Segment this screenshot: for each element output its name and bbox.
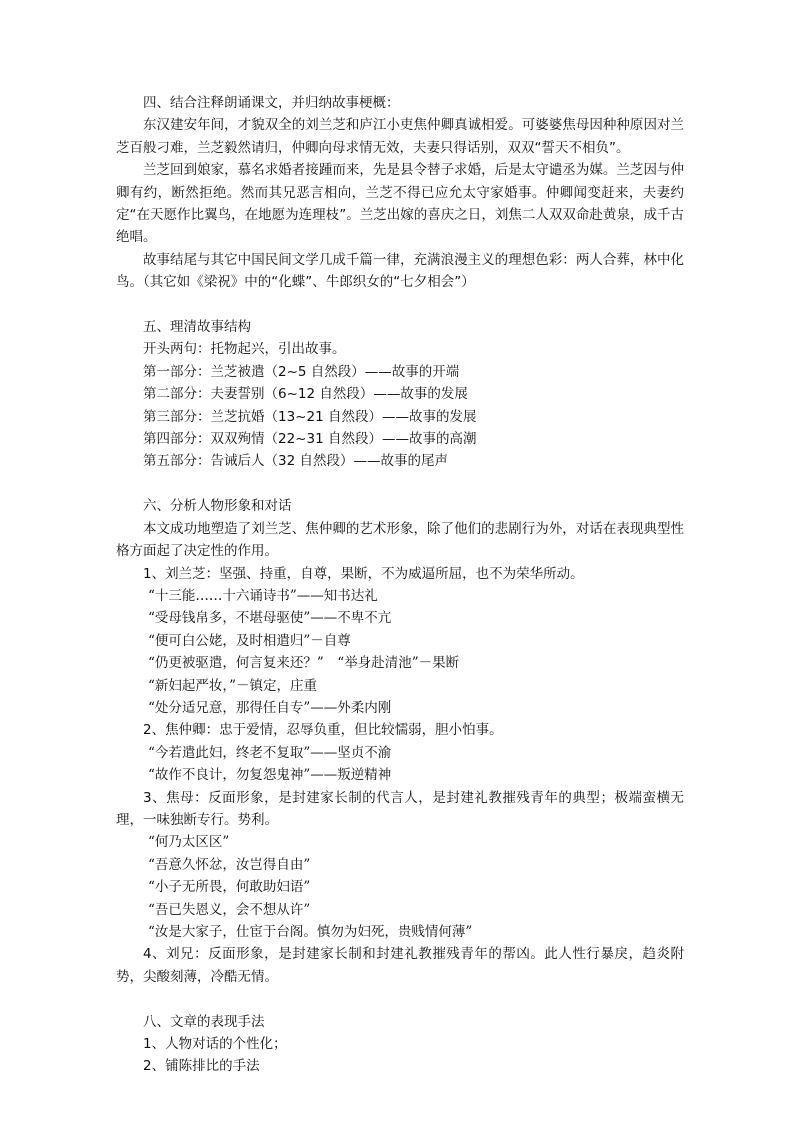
structure-item: 第一部分：兰芝被遣（2~5 自然段）——故事的开端 [143,363,460,380]
character-label-liu-lanzhi: 1、刘兰芝：坚强、持重，自尊，果断，不为威逼所屈，也不为荣华所动。 [143,565,584,582]
dialogue-quote: “受母钱帛多，不堪母驱使”——不卑不亢 [148,610,392,627]
section-4-heading: 四、结合注释朗诵课文，并归纳故事梗概： [143,95,400,111]
dialogue-quote: “今若遣此妇，终老不复取”——坚贞不渝 [148,744,392,761]
spacer [116,473,684,495]
section-6-intro: 本文成功地塑造了刘兰芝、焦仲卿的艺术形象，除了他们的悲剧行为外，对话在表现典型性格方面起了决定性的作用。 [116,520,684,560]
section-4-paragraph-1: 东汉建安年间，才貌双全的刘兰芝和庐江小吏焦仲卿真诚相爱。可婆婆焦母因种种原因对兰芝百般刁难，兰芝毅然请归，仲卿向母求情无效，夫妻只得话别，双双“誓天不相负”。 [116,117,684,156]
spacer [116,294,684,316]
character-label-jiao-zhongqing: 2、焦仲卿：忠于爱情，忍辱负重，但比较懦弱，胆小怕事。 [143,722,503,739]
dialogue-quote: “何乃太区区” [148,834,230,851]
dialogue-quote: “汝是大家子，仕宦于台阁。慎勿为妇死，贵贱情何薄” [148,924,473,940]
dialogue-quote: “吾意久怀忿，汝岂得自由” [148,856,311,873]
dialogue-quote: “便可白公姥，及时相遣归”－自尊 [148,632,351,649]
section-6-heading: 六、分析人物形象和对话 [143,498,292,515]
structure-item: 第五部分：告诫后人（32 自然段）——故事的尾声 [143,453,448,470]
technique-item: 2、铺陈排比的手法 [143,1058,260,1075]
section-4-paragraph-2: 兰芝回到娘家，慕名求婚者接踵而来，先是县令替子求婚，后是太守谴丞为媒。兰芝因与仲卿有约，断然拒绝。然而其兄恶言相向，兰芝不得已应允太守家婚事。仲卿闻变赶来，夫妻约定“在天愿作比翼鸟，在地愿为连理枝”。兰芝出嫁的喜庆之日，刘焦二人双双命赴黄泉，成千古绝唱。 [116,162,684,246]
section-8-heading: 八、文章的表现手法 [143,1013,265,1030]
structure-item: 第三部分：兰芝抗婚（13~21 自然段）——故事的发展 [143,408,477,425]
dialogue-quote: “处分适兄意，那得任自专”——外柔内刚 [148,699,392,716]
document-body [116,92,684,1078]
structure-item: 第二部分：夫妻誓别（6~12 自然段）——故事的发展 [143,386,468,403]
character-label-liu-brother: 4、刘兄：反面形象，是封建家长制和封建礼教摧残青年的帮凶。此人性行暴戾，趋炎附势，尖酸刻薄，冷酷无情。 [116,946,684,985]
dialogue-quote: “吾已失恩义，会不想从许” [148,901,311,918]
technique-item: 1、人物对话的个性化； [143,1036,287,1053]
dialogue-quote: “小子无所畏，何敢助妇语” [148,879,311,896]
dialogue-quote: “新妇起严妆，”－镇定，庄重 [148,677,318,694]
spacer [116,988,684,1010]
section-5-heading: 五、理清故事结构 [143,319,251,336]
structure-item: 第四部分：双双殉情（22~31 自然段）——故事的高潮 [143,431,477,448]
dialogue-quote: “十三能……十六诵诗书”——知书达礼 [148,587,378,604]
character-label-jiao-mother: 3、焦母：反面形象，是封建家长制的代言人，是封建礼教摧残青年的典型；极端蛮横无理，一味独断专行。势利。 [116,789,684,828]
section-4-paragraph-3: 故事结尾与其它中国民间文学几成千篇一律，充满浪漫主义的理想色彩：两人合葬，林中化鸟。（其它如《梁祝》中的“化蝶”、牛郎织女的“七夕相会”） [116,251,684,291]
structure-item: 开头两句：托物起兴，引出故事。 [143,341,346,358]
dialogue-quote: “仍更被驱遣，何言复来还？” “举身赴清池”－果断 [148,655,460,672]
dialogue-quote: “故作不良计，勿复怨鬼神”——叛逆精神 [148,767,392,784]
